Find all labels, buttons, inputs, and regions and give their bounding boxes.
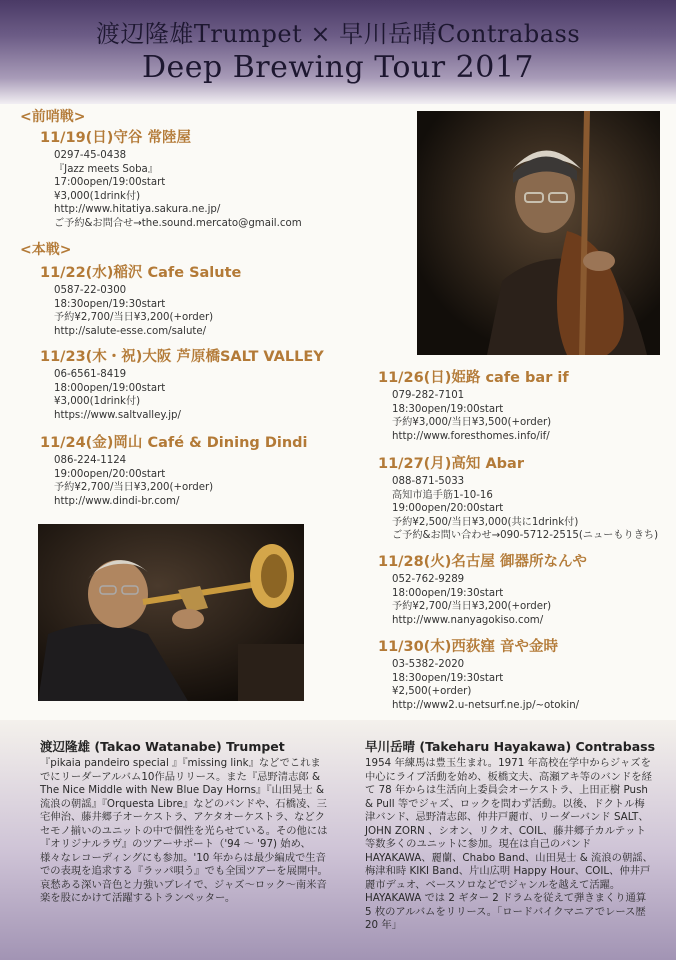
event-address: 高知市追手筋1-10-16 xyxy=(392,489,493,501)
contrabass-player-photo xyxy=(417,111,660,355)
event-price: 予約¥2,700/当日¥3,200(+order) xyxy=(54,312,214,324)
event-osaka xyxy=(40,348,324,422)
event-phone: 079-282-7101 xyxy=(392,390,465,401)
bio-heading-watanabe: 渡辺隆雄 (Takao Watanabe) Trumpet xyxy=(40,739,285,754)
event-phone: 06-6561-8419 xyxy=(54,369,127,380)
event-price: 予約¥2,700/当日¥3,200(+order) xyxy=(392,601,552,613)
event-url[interactable]: http://www2.u-netsurf.ne.jp/~otokin/ xyxy=(392,699,580,711)
event-time: 18:30open/19:00start xyxy=(392,403,504,415)
bio-text-hayakawa: 1954 年練馬は豊玉生まれ。1971 年高校在学中からジャズを中心にライブ活動を始め、板橋文夫、高瀬アキ等のバンドを経て 78 年からは生活向上委員会オーケストラ、上田正樹 Push & Pull 等でジャズ、ロックを問わず活動。以後、ドクトル梅津バンド、忌野清志郎、仲井戸麗市、リーダーバンド SALT、JOHN ZORN 、シオン、リクオ、COIL、藤井郷子カルテット等数多くのユニットに参加。現在は自己のバンド HAYAKAWA、麗蘭、Chabo Band、山田晃士 & 流浪の朝謡、梅津和時 KIKI Band、片山広明 Happy Hour、COIL、仲井戸麗市デュオ、ベースソロなどでジャンルを越えて活躍。HAYAKAWA では 2 ギター 2 ドラムを従えて弾きまくり通算 5 枚のアルバムをリリース。「ロードバイクマニアでレース歴 20 年」 xyxy=(365,757,653,931)
event-url[interactable]: http://salute-esse.com/salute/ xyxy=(54,325,207,337)
event-details xyxy=(392,475,658,543)
event-details xyxy=(392,573,587,627)
event-title: 11/30(木)西荻窪 音や金時 xyxy=(378,639,558,655)
event-title: 11/24(金)岡山 Café & Dining Dindi xyxy=(40,435,308,451)
event-details xyxy=(392,389,569,443)
event-title: 11/26(日)姫路 cafe bar if xyxy=(378,370,569,386)
event-title: 11/19(日)守谷 常陸屋 xyxy=(40,130,191,146)
event-price: ¥3,000(1drink付) xyxy=(54,190,141,202)
event-time: 19:00open/20:00start xyxy=(54,468,166,480)
event-details xyxy=(54,368,324,422)
event-time: 18:30open/19:30start xyxy=(392,672,504,684)
event-price: ¥2,500(+order) xyxy=(392,686,472,698)
event-title: 11/28(火)名古屋 御器所なんや xyxy=(378,554,587,570)
event-title: 11/23(木・祝)大阪 芦原橋SALT VALLEY xyxy=(40,349,324,365)
event-inazawa xyxy=(40,264,241,338)
trumpet-photo-illustration xyxy=(38,524,304,701)
event-contact[interactable]: ご予約&お問合せ→the.sound.mercato@gmail.com xyxy=(54,217,302,229)
event-himeji xyxy=(378,369,569,443)
contrabass-photo-illustration xyxy=(417,111,660,355)
event-url[interactable]: http://www.nanyagokiso.com/ xyxy=(392,614,544,626)
event-phone: 0587-22-0300 xyxy=(54,285,127,296)
event-details xyxy=(54,284,241,338)
event-time: 19:00open/20:00start xyxy=(392,503,504,515)
event-details xyxy=(54,149,302,231)
trumpet-player-photo xyxy=(38,524,304,701)
event-time: 18:00open/19:30start xyxy=(392,587,504,599)
event-url[interactable]: http://www.dindi-br.com/ xyxy=(54,495,180,507)
bio-heading-hayakawa: 早川岳晴 (Takeharu Hayakawa) Contrabass xyxy=(365,739,656,754)
event-phone: 088-871-5033 xyxy=(392,476,465,487)
event-phone: 03-5382-2020 xyxy=(392,659,465,670)
event-price: 予約¥2,700/当日¥3,200(+order) xyxy=(54,482,214,494)
event-url[interactable]: http://www.foresthomes.info/if/ xyxy=(392,430,550,442)
event-nagoya xyxy=(378,553,587,627)
event-contact[interactable]: ご予約&お問い合わせ→090-5712-2515(ニューもりきち) xyxy=(392,530,659,542)
bio-text-watanabe: 『pikaia pandeiro special 』『missing link』などでこれまでにリーダーアルバム10作品リリース。また『忌野清志郎 & The Nice Middle with New Blue Day Horns』『山田晃士 & 流浪の朝謡』『Orquesta Libre』などのバンドや、石橋凌、三宅伸治、藤井郷子オーケストラ、アケタオーケストラ、などクセモノ揃いのユニットの中で個性を光らせている。その他には『オリジナルラヴ』のツアーサポート（'94 〜 '97) 始め、様々なレコーディングにも参加。'10 年からは最少編成で生音での表現を追求する『ラッパ唄う』でも全国ツアーを展開中。哀愁ある深い音色と力強いブレイで、ジャズ〜ロック〜南米音楽を股にかけて活躍するトランペッター。 xyxy=(40,757,328,904)
event-nishiogikubo xyxy=(378,638,579,712)
section-label-main: <本戦> xyxy=(20,242,72,258)
event-details xyxy=(392,658,579,712)
title-tour: Deep Brewing Tour 2017 xyxy=(141,50,535,85)
event-title: 11/22(水)稲沢 Cafe Salute xyxy=(40,265,242,281)
event-price: 予約¥2,500/当日¥3,000(共に1drink付) xyxy=(392,516,579,528)
event-time: 18:30open/19:30start xyxy=(54,298,166,310)
section-label-pre: <前哨戦> xyxy=(20,109,86,125)
event-price: 予約¥3,000/当日¥3,500(+order) xyxy=(392,417,552,429)
title-artists: 渡辺隆雄Trumpet × 早川岳晴Contrabass xyxy=(95,20,581,48)
event-time: 18:00open/19:00start xyxy=(54,382,166,394)
event-phone: 086-224-1124 xyxy=(54,455,127,466)
event-okayama xyxy=(40,434,308,508)
event-time: 17:00open/19:00start xyxy=(54,177,166,189)
event-info: 『Jazz meets Soba』 xyxy=(54,163,158,175)
event-price: ¥3,000(1drink付) xyxy=(54,396,141,408)
event-title: 11/27(月)高知 Abar xyxy=(378,456,524,472)
event-kochi xyxy=(378,455,658,543)
event-url[interactable]: https://www.saltvalley.jp/ xyxy=(54,409,181,421)
header-banner xyxy=(0,0,676,104)
event-details xyxy=(54,454,308,508)
event-moriya xyxy=(40,129,302,231)
event-phone: 0297-45-0438 xyxy=(54,150,127,161)
event-url[interactable]: http://www.hitatiya.sakura.ne.jp/ xyxy=(54,204,221,216)
event-phone: 052-762-9289 xyxy=(392,574,465,585)
